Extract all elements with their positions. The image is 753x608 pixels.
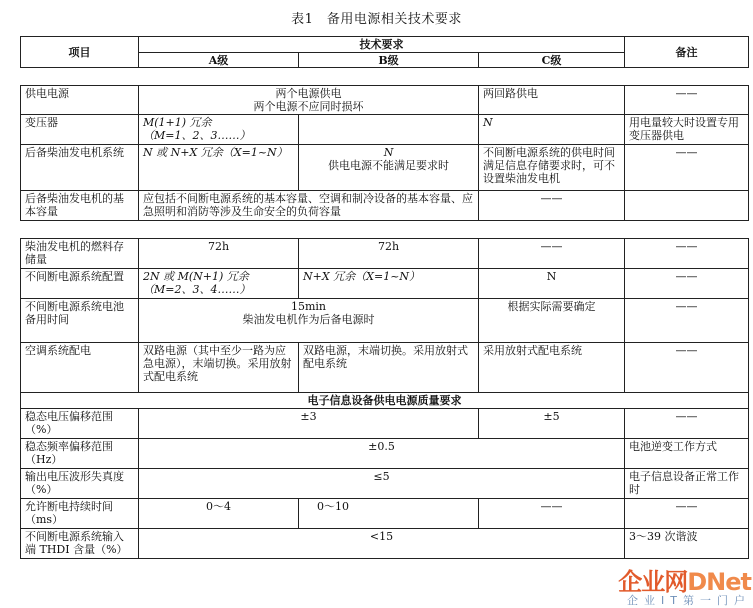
row-label: 后备柴油发电机的基本容量 bbox=[21, 191, 139, 221]
transformer-note: 用电量较大时设置专用变压器供电 bbox=[625, 115, 749, 145]
row-label: 稳态电压偏移范围（%） bbox=[21, 409, 139, 439]
table-row bbox=[21, 409, 749, 439]
dash-cell: —— bbox=[625, 409, 749, 439]
hvac-b: 双路电源，末端切换。采用放射式配电系统 bbox=[299, 343, 479, 393]
row-label: 供电电源 bbox=[21, 86, 139, 115]
spacer bbox=[21, 221, 749, 239]
header-item: 项目 bbox=[21, 37, 139, 68]
row-label: 后备柴油发电机系统 bbox=[21, 145, 139, 191]
spacer bbox=[21, 68, 749, 86]
dash-cell: —— bbox=[625, 239, 749, 269]
header-note: 备注 bbox=[625, 37, 749, 68]
section-title: 电子信息设备供电电源质量要求 bbox=[21, 393, 749, 409]
header-c: C级 bbox=[479, 53, 625, 68]
battery-c: 根据实际需要确定 bbox=[479, 299, 625, 343]
dash-cell: —— bbox=[625, 269, 749, 299]
genset-b: N 供电电源不能满足要求时 bbox=[299, 145, 479, 191]
watermark-subtitle: 企业IT第一门户 bbox=[627, 594, 751, 607]
distortion-note: 电子信息设备正常工作时 bbox=[625, 469, 749, 499]
table-row bbox=[21, 115, 749, 145]
table-row bbox=[21, 145, 749, 191]
supply-c: 两回路供电 bbox=[479, 86, 625, 115]
dash-cell: —— bbox=[479, 239, 625, 269]
transformer-c: N bbox=[479, 115, 625, 145]
dash-cell: —— bbox=[625, 343, 749, 393]
empty-cell bbox=[625, 191, 749, 221]
row-label: 输出电压波形失真度（%） bbox=[21, 469, 139, 499]
header-a: A级 bbox=[139, 53, 299, 68]
dash-cell: —— bbox=[625, 145, 749, 191]
table-row bbox=[21, 343, 749, 393]
frequency-abc: ±0.5 bbox=[139, 439, 625, 469]
interrupt-b: 0～10 bbox=[299, 499, 479, 529]
table-row bbox=[21, 269, 749, 299]
dash-cell: —— bbox=[479, 499, 625, 529]
hvac-c: 采用放射式配电系统 bbox=[479, 343, 625, 393]
row-label: 空调系统配电 bbox=[21, 343, 139, 393]
genset-c: 不间断电源系统的供电时间满足信息存储要求时，可不设置柴油发电机 bbox=[479, 145, 625, 191]
row-label: 允许断电持续时间（ms） bbox=[21, 499, 139, 529]
table-row bbox=[21, 191, 749, 221]
interrupt-a: 0～4 bbox=[139, 499, 299, 529]
table-row bbox=[21, 299, 749, 343]
fuel-a: 72h bbox=[139, 239, 299, 269]
transformer-a: M(1+1) 冗余 （M=1、2、3……） bbox=[139, 115, 299, 145]
watermark-logo-text: 企业网DNet bbox=[618, 568, 751, 596]
genset-a: N 或 N+X 冗余（X=1~N） bbox=[139, 145, 299, 191]
row-label: 不间断电源系统电池备用时间 bbox=[21, 299, 139, 343]
row-label: 柴油发电机的燃料存储量 bbox=[21, 239, 139, 269]
row-label: 变压器 bbox=[21, 115, 139, 145]
watermark-logo bbox=[618, 569, 751, 607]
table-caption: 表1 备用电源相关技术要求 bbox=[291, 12, 462, 27]
row-label: 不间断电源系统配置 bbox=[21, 269, 139, 299]
section-row bbox=[21, 393, 749, 409]
table-row bbox=[21, 529, 749, 559]
tech-requirements-table bbox=[20, 36, 749, 559]
fuel-b: 72h bbox=[299, 239, 479, 269]
supply-ab: 两个电源供电 两个电源不应同时损坏 bbox=[139, 86, 479, 115]
ups-config-b: N+X 冗余（X=1~N） bbox=[299, 269, 479, 299]
battery-ab: 15min 柴油发电机作为后备电源时 bbox=[139, 299, 479, 343]
table-row bbox=[21, 86, 749, 115]
header-b: B级 bbox=[299, 53, 479, 68]
row-label: 稳态频率偏移范围（Hz） bbox=[21, 439, 139, 469]
ups-config-c: N bbox=[479, 269, 625, 299]
dash-cell: —— bbox=[625, 499, 749, 529]
dash-cell: —— bbox=[625, 299, 749, 343]
distortion-abc: ≤5 bbox=[139, 469, 625, 499]
transformer-b bbox=[299, 115, 479, 145]
table-row bbox=[21, 239, 749, 269]
table-row bbox=[21, 499, 749, 529]
row-label: 不间断电源系统输入端 THDI 含量（%） bbox=[21, 529, 139, 559]
dash-cell: —— bbox=[479, 191, 625, 221]
frequency-note: 电池逆变工作方式 bbox=[625, 439, 749, 469]
ups-config-a: 2N 或 M(N+1) 冗余 （M=2、3、4……） bbox=[139, 269, 299, 299]
table-row bbox=[21, 469, 749, 499]
genset-capacity-ab: 应包括不间断电源系统的基本容量、空调和制冷设备的基本容量、应急照明和消防等涉及生命安全的负荷容量 bbox=[139, 191, 479, 221]
header-tech: 技术要求 bbox=[139, 37, 625, 53]
hvac-a: 双路电源（其中至少一路为应急电源），末端切换。采用放射式配电系统 bbox=[139, 343, 299, 393]
thdi-abc: <15 bbox=[139, 529, 625, 559]
table-row bbox=[21, 439, 749, 469]
dash-cell: —— bbox=[625, 86, 749, 115]
thdi-note: 3～39 次谐波 bbox=[625, 529, 749, 559]
voltage-ab: ±3 bbox=[139, 409, 479, 439]
voltage-c: ±5 bbox=[479, 409, 625, 439]
